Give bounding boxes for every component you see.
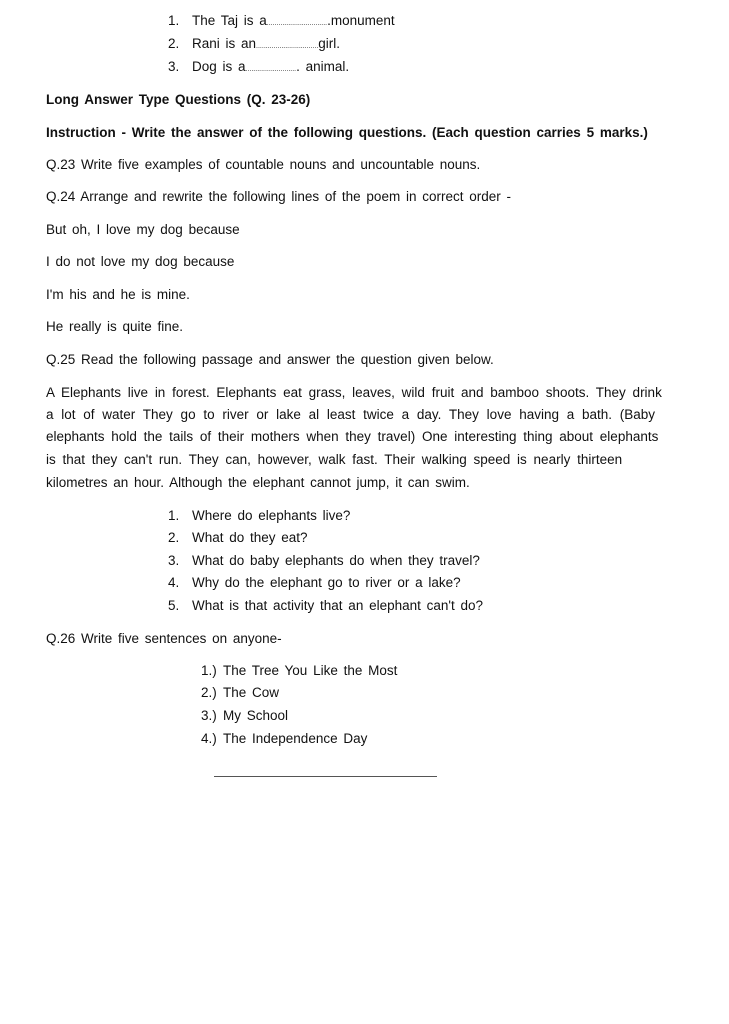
q25-question-1 — [168, 508, 350, 523]
item-number: 4.) — [201, 731, 217, 746]
poem-line: But oh, I love my dog because — [46, 222, 240, 237]
blank-prefix: Rani is an — [192, 36, 257, 51]
item-number: 2. — [168, 530, 180, 545]
passage-line: a lot of water They go to river or lake al least twice a day. They love having a bath. (Baby — [46, 407, 656, 422]
fill-blank-2 — [168, 36, 340, 51]
q25-question-4 — [168, 575, 461, 590]
item-number: 1.) — [201, 663, 217, 678]
question-24: Q.24 Arrange and rewrite the following lines of the poem in correct order - — [46, 189, 511, 204]
question-text: What do baby elephants do when they travel? — [192, 553, 480, 568]
passage-line: elephants hold the tails of their mothers when they travel) One interesting thing about elephants — [46, 429, 659, 444]
blank-dots: ................................ — [256, 43, 319, 50]
poem-line: I'm his and he is mine. — [46, 287, 190, 302]
question-text: What do they eat? — [192, 530, 308, 545]
topic-text: My School — [223, 708, 289, 723]
blank-suffix: girl. — [318, 36, 341, 51]
item-number: 3. — [168, 553, 180, 568]
blank-suffix: .monument — [327, 13, 395, 28]
blank-suffix: . animal. — [296, 59, 350, 74]
item-number: 1. — [168, 13, 180, 28]
section-heading: Long Answer Type Questions (Q. 23-26) — [46, 92, 311, 107]
question-25: Q.25 Read the following passage and answer the question given below. — [46, 352, 494, 367]
q25-question-3 — [168, 553, 480, 568]
q26-topic-1 — [201, 663, 397, 678]
q26-topic-2 — [201, 685, 279, 700]
passage-line: kilometres an hour. Although the elephant cannot jump, it can swim. — [46, 475, 470, 490]
poem-line: I do not love my dog because — [46, 254, 235, 269]
q25-question-5 — [168, 598, 483, 613]
poem-line: He really is quite fine. — [46, 319, 184, 334]
question-text: What is that activity that an elephant can't do? — [192, 598, 483, 613]
q26-topic-3 — [201, 708, 288, 723]
item-number: 3. — [168, 59, 180, 74]
passage-line: A Elephants live in forest. Elephants eat grass, leaves, wild fruit and bamboo shoots. They drink — [46, 385, 662, 400]
item-number: 1. — [168, 508, 180, 523]
blank-dots: .......................... — [245, 66, 297, 73]
question-26: Q.26 Write five sentences on anyone- — [46, 631, 282, 646]
item-number: 4. — [168, 575, 180, 590]
blank-dots: ............................... — [266, 20, 328, 27]
question-text: Why do the elephant go to river or a lake? — [192, 575, 461, 590]
item-number: 2.) — [201, 685, 217, 700]
topic-text: The Independence Day — [223, 731, 368, 746]
end-divider — [214, 776, 437, 777]
blank-prefix: Dog is a — [192, 59, 246, 74]
blank-prefix: The Taj is a — [192, 13, 267, 28]
item-number: 5. — [168, 598, 180, 613]
instruction-text: Instruction - Write the answer of the following questions. (Each question carries 5 marks.) — [46, 125, 648, 140]
item-number: 2. — [168, 36, 180, 51]
fill-blank-3 — [168, 59, 349, 74]
passage-line: is that they can't run. They can, however, walk fast. Their walking speed is nearly thirteen — [46, 452, 623, 467]
q26-topic-4 — [201, 731, 367, 746]
q25-question-2 — [168, 530, 308, 545]
item-number: 3.) — [201, 708, 217, 723]
question-text: Where do elephants live? — [192, 508, 351, 523]
topic-text: The Cow — [223, 685, 280, 700]
topic-text: The Tree You Like the Most — [223, 663, 398, 678]
fill-blank-1 — [168, 13, 395, 28]
question-23: Q.23 Write five examples of countable nouns and uncountable nouns. — [46, 157, 481, 172]
